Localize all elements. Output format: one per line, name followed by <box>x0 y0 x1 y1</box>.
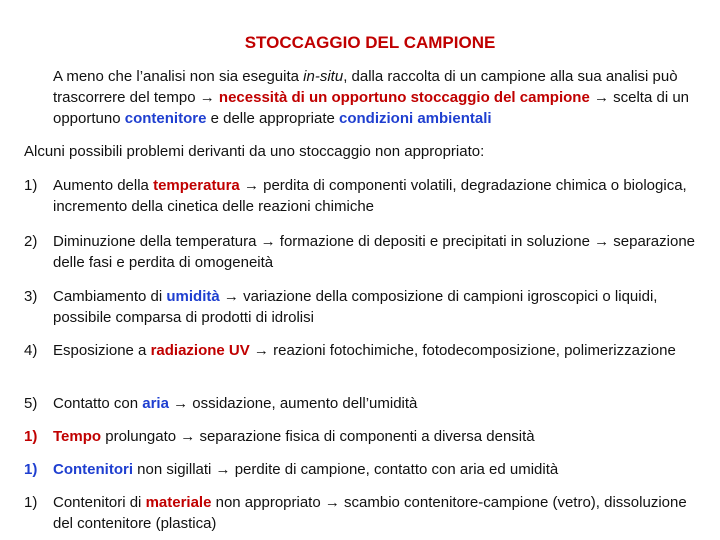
problem-item-humidity <box>24 286 704 328</box>
problem-item-air <box>24 393 704 414</box>
item-text: Cambiamento di <box>53 288 167 305</box>
item-number: 1) <box>24 461 38 478</box>
intro-text-1: A meno che l’analisi non sia eseguita <box>53 68 304 85</box>
intro-highlight-conditions: condizioni ambientali <box>339 110 492 127</box>
problem-item-uv <box>24 340 704 361</box>
item-text: Diminuzione della temperatura → formazione di depositi e precipitati in soluzione → separazione delle fasi e perdita di omogeneità <box>53 233 696 271</box>
item-keyword: radiazione UV <box>150 342 250 359</box>
problem-item-temperature-increase <box>24 175 704 217</box>
item-number: 2) <box>24 233 38 250</box>
item-keyword: Contenitori <box>53 461 133 478</box>
item-text: → ossidazione, aumento dell’umidità <box>168 395 418 412</box>
intro-highlight-storage: necessità di un opportuno stoccaggio del campione <box>218 89 590 106</box>
intro-text-in-situ: in-situ <box>303 68 344 85</box>
item-keyword: materiale <box>145 494 212 511</box>
problem-item-time <box>24 426 704 447</box>
item-text: → perdita di componenti volatili, degradazione chimica o biologica, incremento della cinetica delle reazioni chimiche <box>53 177 687 215</box>
item-text: → reazioni fotochimiche, fotodecomposizione, polimerizzazione <box>249 342 676 359</box>
item-text: non appropriato → scambio contenitore-campione (vetro), dissoluzione del contenitore (plastica) <box>53 494 687 532</box>
item-number: 3) <box>24 288 38 305</box>
item-text: prolungato → separazione fisica di componenti a diversa densità <box>101 428 535 445</box>
intro-text-5: → scelta di un opportuno <box>53 89 690 127</box>
item-keyword: umidità <box>166 288 220 305</box>
intro-text-7: e delle appropriate <box>206 110 340 127</box>
item-text: Contatto con <box>53 395 143 412</box>
intro-text-3: , dalla raccolta di un campione alla sua analisi può trascorrere del tempo → <box>53 68 678 106</box>
intro-highlight-container: contenitore <box>124 110 207 127</box>
item-text: Contenitori di <box>53 494 146 511</box>
item-text: Aumento della <box>53 177 154 194</box>
item-number: 4) <box>24 342 38 359</box>
item-keyword: aria <box>142 395 169 412</box>
intro-paragraph <box>53 66 703 129</box>
item-keyword: Tempo <box>53 428 102 445</box>
item-keyword: temperatura <box>153 177 240 194</box>
item-number: 1) <box>24 494 38 511</box>
item-text: non sigillati → perdite di campione, contatto con aria ed umidità <box>133 461 559 478</box>
problems-lead: Alcuni possibili problemi derivanti da uno stoccaggio non appropriato: <box>24 143 485 160</box>
item-number: 1) <box>24 177 38 194</box>
problem-item-temperature-decrease <box>24 231 704 273</box>
item-text: Esposizione a <box>53 342 151 359</box>
slide-title: STOCCAGGIO DEL CAMPIONE <box>244 33 496 52</box>
item-number: 5) <box>24 395 38 412</box>
item-text: → variazione della composizione di campioni igroscopici o liquidi, possibile comparsa di prodotti di idrolisi <box>53 288 658 326</box>
problem-item-material <box>24 492 704 534</box>
problem-item-containers <box>24 459 704 480</box>
item-number: 1) <box>24 428 38 445</box>
